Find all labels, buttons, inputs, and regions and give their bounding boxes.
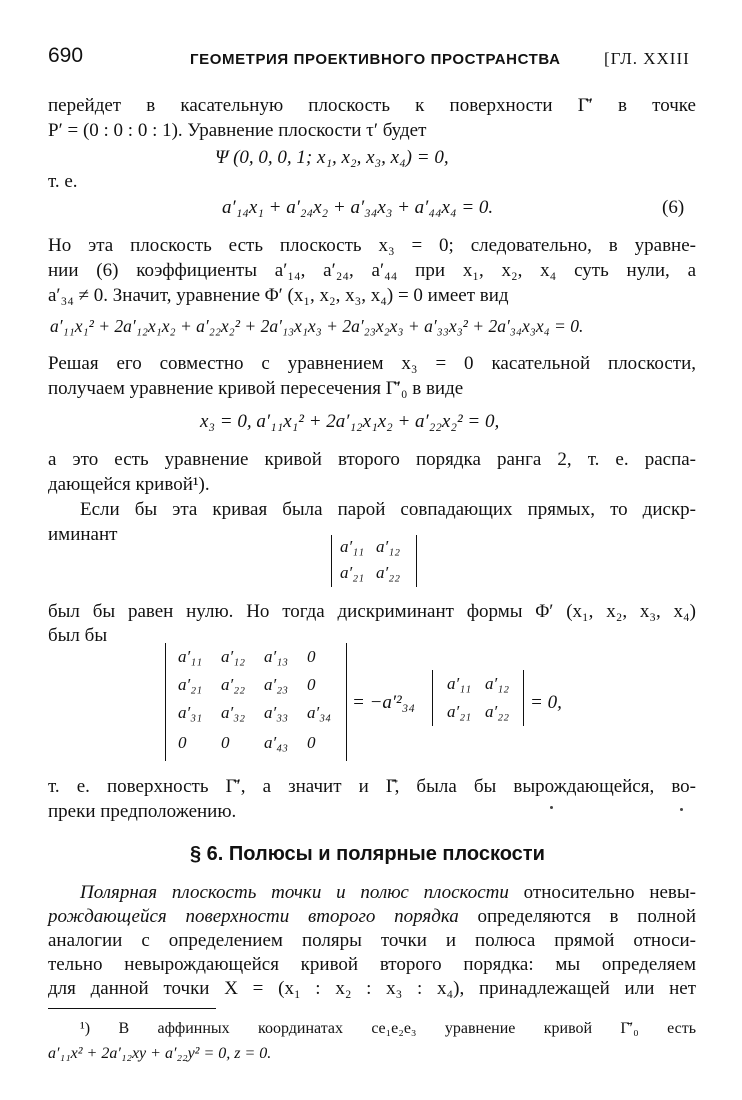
matrix-cell: a′₁₃ (264, 647, 289, 666)
matrix-cell: 0 (307, 647, 316, 666)
matrix-cell: a′₂₂ (485, 702, 510, 721)
chapter-marker: [ГЛ. XXIII (604, 49, 690, 68)
determinant-2x2-small (432, 670, 524, 726)
text-line: нии (6) коэффициенты a′₁₄, a′₂₄, a′₄₄ при x₁, x₂, x₄ суть нули, а (48, 260, 696, 281)
text-line: т. е. поверхность Γ̄′, а значит и Γ̄, была бы вырождающейся, во- (48, 776, 696, 797)
matrix-cell: a′₂₁ (178, 675, 203, 694)
text-line: аналогии с определением поляры точки и полюса прямой относи- (48, 930, 696, 951)
text-line: P′ = (0 : 0 : 0 : 1). Уравнение плоскости τ′ будет (48, 120, 427, 141)
matrix-cell: a′₄₃ (264, 733, 289, 752)
section-heading: § 6. Полюсы и полярные плоскости (190, 843, 545, 865)
text-line (48, 905, 696, 929)
matrix-cell: a′₃₃ (264, 703, 289, 722)
matrix-cell: a′₃₄ (307, 703, 332, 722)
text-line: Если бы эта кривая была парой совпадающих прямых, то дискр- (80, 499, 696, 520)
text-line: для данной точки X = (x₁ : x₂ : x₃ : x₄), принадлежащей или нет (48, 978, 696, 999)
matrix-cell: a′₃₂ (221, 703, 246, 722)
running-title: ГЕОМЕТРИЯ ПРОЕКТИВНОГО ПРОСТРАНСТВА (190, 51, 561, 68)
matrix-cell: 0 (307, 675, 316, 694)
equation-phi: a′₁₁x₁² + 2a′₁₂x₁x₂ + a′₂₂x₂² + 2a′₁₃x₁x₃ + 2a′₂₃x₂x₃ + a′₃₃x₃² + 2a′₃₄x₃x₄ = 0. (50, 316, 584, 336)
text-line: иминант (48, 524, 118, 545)
matrix-cell: 0 (178, 733, 187, 752)
text-line: получаем уравнение кривой пересечения Γ̄′₀ в виде (48, 378, 464, 399)
matrix-cell: a′₂₃ (264, 675, 289, 694)
text-line: преки предположению. (48, 801, 237, 822)
matrix-cell: a′₂₁ (340, 563, 365, 582)
italic-term: рождающейся поверхности второго порядка (48, 906, 459, 927)
matrix-cell: a′₁₁ (447, 674, 472, 693)
matrix-cell: a′₂₁ (447, 702, 472, 721)
text-line: был бы (48, 625, 108, 646)
equation-curve: x₃ = 0, a′₁₁x₁² + 2a′₁₂x₁x₂ + a′₂₂x₂² = 0, (200, 411, 500, 432)
text-line: Решая его совместно с уравнением x₃ = 0 касательной плоскости, (48, 353, 696, 374)
text-line: перейдет в касательную плоскость к поверхности Γ̄′ в точке (48, 95, 696, 116)
footnote-line: ¹) В аффинных координатах ce₁e₂e₃ уравнение кривой Γ̄′₀ есть (80, 1020, 696, 1037)
text-line: Но эта плоскость есть плоскость x₃ = 0; следовательно, в уравне- (48, 235, 696, 256)
matrix-cell: a′₁₁ (340, 537, 365, 556)
footnote-line: a′₁₁x² + 2a′₁₂xy + a′₂₂y² = 0, z = 0. (48, 1045, 272, 1062)
matrix-cell: a′₂₂ (221, 675, 246, 694)
text-line: a′₃₄ ≠ 0. Значит, уравнение Φ′ (x₁, x₂, x₃, x₄) = 0 имеет вид (48, 285, 509, 306)
page-number: 690 (48, 44, 84, 67)
text-line: а это есть уравнение кривой второго порядка ранга 2, т. е. распа- (48, 449, 696, 470)
equation-psi: Ψ (0, 0, 0, 1; x₁, x₂, x₃, x₄) = 0, (215, 147, 449, 168)
equation-6: a′₁₄x₁ + a′₂₄x₂ + a′₃₄x₃ + a′₄₄x₄ = 0. (222, 197, 494, 218)
text-line (80, 881, 696, 905)
text-line: тельно невырождающейся кривой второго порядка: мы определяем (48, 954, 696, 975)
determinant-result: = 0, (530, 692, 562, 713)
determinant-equals: = −a′²₃₄ (352, 692, 415, 713)
text-line: т. е. (48, 171, 78, 192)
text-span: относительно невы- (508, 882, 696, 903)
matrix-cell: a′₁₂ (376, 537, 401, 556)
matrix-cell: a′₁₂ (485, 674, 510, 693)
print-speck (680, 808, 683, 811)
equation-number: (6) (662, 197, 685, 218)
italic-term: Полярная плоскость точки и полюс плоскости (80, 882, 509, 903)
matrix-cell: a′₃₁ (178, 703, 203, 722)
matrix-cell: a′₁₂ (221, 647, 246, 666)
matrix-cell: 0 (307, 733, 316, 752)
matrix-cell: a′₁₁ (178, 647, 203, 666)
determinant-2x2 (331, 535, 417, 587)
determinant-4x4 (165, 643, 347, 761)
print-speck (550, 806, 553, 809)
footnote-rule (48, 1008, 216, 1009)
text-line: был бы равен нулю. Но тогда дискриминант формы Φ′ (x₁, x₂, x₃, x₄) (48, 601, 696, 622)
matrix-cell: 0 (221, 733, 230, 752)
text-span: определяются в полной (458, 906, 696, 927)
text-line: дающейся кривой¹). (48, 474, 210, 495)
matrix-cell: a′₂₂ (376, 563, 401, 582)
